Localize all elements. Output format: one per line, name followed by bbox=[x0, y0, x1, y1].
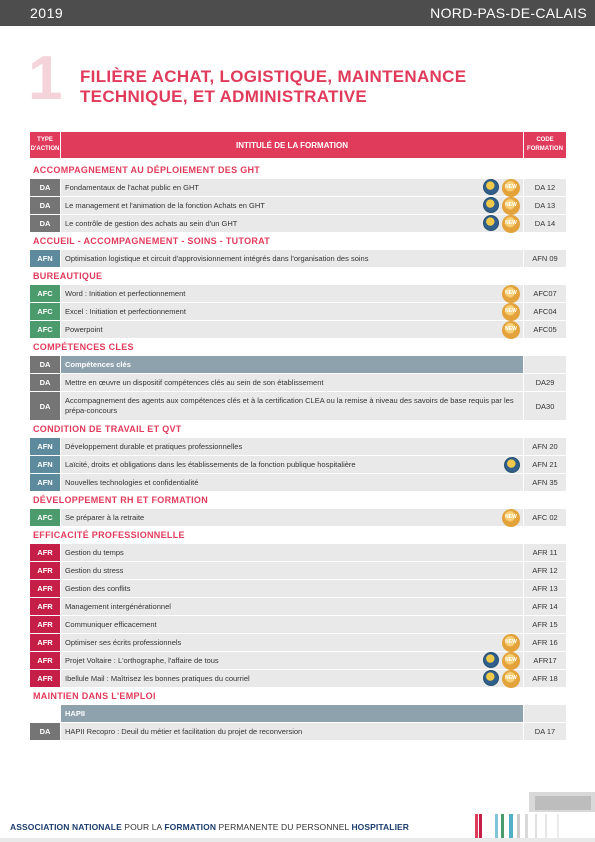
training-title-cell bbox=[61, 544, 523, 561]
training-title: Gestion du stress bbox=[65, 565, 124, 575]
action-type-cell: AFR bbox=[30, 670, 60, 687]
anfh-logo bbox=[475, 788, 595, 842]
table-row bbox=[30, 179, 566, 196]
training-code-cell: DA 13 bbox=[524, 197, 566, 214]
blue-seal-icon bbox=[483, 652, 499, 668]
training-title-cell bbox=[61, 303, 523, 320]
training-title-cell bbox=[61, 321, 523, 338]
training-title-cell bbox=[61, 670, 523, 687]
training-title: Gestion des conflits bbox=[65, 583, 131, 593]
training-title-cell bbox=[61, 616, 523, 633]
section-title: MAINTIEN DANS L'EMPLOI bbox=[33, 691, 156, 701]
training-title-cell bbox=[61, 456, 523, 473]
table-row bbox=[30, 652, 566, 669]
training-title-cell bbox=[61, 705, 523, 722]
action-type-cell bbox=[30, 705, 60, 722]
training-title-cell bbox=[61, 474, 523, 491]
training-code-cell bbox=[524, 356, 566, 373]
training-code-cell: DA29 bbox=[524, 374, 566, 391]
new-badge-icon: NEW bbox=[502, 634, 520, 652]
training-code-cell: AFC05 bbox=[524, 321, 566, 338]
badges bbox=[502, 321, 520, 339]
training-code-cell: AFR 16 bbox=[524, 634, 566, 651]
table-row bbox=[30, 634, 566, 651]
section-title: EFFICACITÉ PROFESSIONNELLE bbox=[33, 530, 185, 540]
training-title: Word : Initiation et perfectionnement bbox=[65, 288, 186, 298]
action-type-cell: AFR bbox=[30, 652, 60, 669]
training-title-cell bbox=[61, 509, 523, 526]
training-title-cell bbox=[61, 562, 523, 579]
training-title: Management intergénérationnel bbox=[65, 601, 171, 611]
training-title-cell bbox=[61, 438, 523, 455]
training-code-cell: AFR17 bbox=[524, 652, 566, 669]
action-type-cell: AFC bbox=[30, 509, 60, 526]
action-type-cell: DA bbox=[30, 392, 60, 420]
action-type-cell: AFR bbox=[30, 580, 60, 597]
training-code-cell: AFN 21 bbox=[524, 456, 566, 473]
action-type-cell: DA bbox=[30, 197, 60, 214]
action-type-cell: DA bbox=[30, 215, 60, 232]
training-code-cell: AFC 02 bbox=[524, 509, 566, 526]
training-title: Mettre en œuvre un dispositif compétences clés au sein de son établissement bbox=[65, 377, 324, 387]
training-code-cell: AFR 13 bbox=[524, 580, 566, 597]
action-type-cell: AFR bbox=[30, 544, 60, 561]
table-row bbox=[30, 285, 566, 302]
badges bbox=[502, 634, 520, 652]
section-title: COMPÉTENCES CLES bbox=[33, 342, 134, 352]
badges bbox=[502, 285, 520, 303]
badges bbox=[483, 197, 520, 215]
action-type-cell: AFN bbox=[30, 474, 60, 491]
training-code-cell: AFN 20 bbox=[524, 438, 566, 455]
training-title: Fondamentaux de l'achat public en GHT bbox=[65, 182, 200, 192]
table-row bbox=[30, 392, 566, 420]
footer-line bbox=[0, 838, 595, 842]
training-title-cell bbox=[61, 580, 523, 597]
training-title: Accompagnement des agents aux compétences clés et à la certification CLEA ou la remise à niveau des savoirs de base requis par les prépa-concours bbox=[65, 396, 514, 415]
training-title: Développement durable et pratiques professionnelles bbox=[65, 441, 243, 451]
new-badge-icon: NEW bbox=[502, 509, 520, 527]
training-title-cell bbox=[61, 215, 523, 232]
training-title-cell bbox=[61, 634, 523, 651]
training-title: Nouvelles technologies et confidentialité bbox=[65, 477, 199, 487]
section-title: DÉVELOPPEMENT RH ET FORMATION bbox=[33, 495, 209, 505]
training-code-cell bbox=[524, 705, 566, 722]
blue-seal-icon bbox=[483, 179, 499, 195]
action-type-cell: DA bbox=[30, 374, 60, 391]
training-title-cell bbox=[61, 392, 523, 420]
training-code-cell: AFR 14 bbox=[524, 598, 566, 615]
subsection-row bbox=[30, 705, 566, 722]
new-badge-icon: NEW bbox=[502, 670, 520, 688]
footer-association: ASSOCIATION NATIONALE POUR LA FORMATION PERMANENTE DU PERSONNEL HOSPITALIER bbox=[10, 822, 410, 832]
action-type-cell: AFN bbox=[30, 456, 60, 473]
action-type-cell: DA bbox=[30, 723, 60, 740]
training-table bbox=[30, 161, 566, 740]
training-title: Optimiser ses écrits professionnels bbox=[65, 637, 182, 647]
table-row bbox=[30, 197, 566, 214]
training-title-cell bbox=[61, 250, 523, 267]
training-title: Laïcité, droits et obligations dans les établissements de la fonction publique hospitalière bbox=[65, 459, 356, 469]
page-title-line1: FILIÈRE ACHAT, LOGISTIQUE, MAINTENANCE bbox=[80, 67, 467, 86]
training-code-cell: AFC04 bbox=[524, 303, 566, 320]
new-badge-icon: NEW bbox=[502, 652, 520, 670]
training-title: Optimisation logistique et circuit d'approvisionnement intégrés dans l'organisation des soins bbox=[65, 253, 369, 263]
table-row bbox=[30, 456, 566, 473]
training-title: Le contrôle de gestion des achats au sein d'un GHT bbox=[65, 218, 238, 228]
action-type-cell: AFR bbox=[30, 634, 60, 651]
training-code-cell: AFR 12 bbox=[524, 562, 566, 579]
action-type-cell: AFR bbox=[30, 616, 60, 633]
table-row bbox=[30, 616, 566, 633]
training-title-cell bbox=[61, 374, 523, 391]
training-title-cell bbox=[61, 179, 523, 196]
top-bar bbox=[0, 0, 595, 26]
table-row bbox=[30, 438, 566, 455]
header-type: TYPE D'ACTION bbox=[30, 132, 60, 158]
training-title: HAPII Recopro : Deuil du métier et facilitation du projet de reconversion bbox=[65, 726, 303, 736]
training-code-cell: AFR 18 bbox=[524, 670, 566, 687]
table-row bbox=[30, 670, 566, 687]
training-title: Powerpoint bbox=[65, 324, 103, 334]
action-type-cell: AFC bbox=[30, 303, 60, 320]
table-row bbox=[30, 321, 566, 338]
training-title: Compétences clés bbox=[65, 359, 131, 369]
action-type-cell: AFR bbox=[30, 598, 60, 615]
table-row bbox=[30, 598, 566, 615]
new-badge-icon: NEW bbox=[502, 197, 520, 215]
training-title: Projet Voltaire : L'orthographe, l'affaire de tous bbox=[65, 655, 219, 665]
section-title: BUREAUTIQUE bbox=[33, 271, 103, 281]
action-type-cell: AFN bbox=[30, 438, 60, 455]
training-title-cell bbox=[61, 652, 523, 669]
badges bbox=[502, 303, 520, 321]
training-title: Gestion du temps bbox=[65, 547, 124, 557]
training-title: Ibellule Mail : Maîtrisez les bonnes pratiques du courriel bbox=[65, 673, 250, 683]
table-row bbox=[30, 509, 566, 526]
badges bbox=[483, 652, 520, 670]
training-code-cell: AFN 35 bbox=[524, 474, 566, 491]
section-title: ACCUEIL - ACCOMPAGNEMENT - SOINS - TUTORAT bbox=[33, 236, 271, 246]
new-badge-icon: NEW bbox=[502, 179, 520, 197]
badges bbox=[483, 670, 520, 688]
training-code-cell: AFN 09 bbox=[524, 250, 566, 267]
table-row bbox=[30, 580, 566, 597]
training-title: Se préparer à la retraite bbox=[65, 512, 145, 522]
action-type-cell: AFR bbox=[30, 562, 60, 579]
training-title: HAPII bbox=[65, 708, 86, 718]
training-code-cell: DA 17 bbox=[524, 723, 566, 740]
chapter-number: 1 bbox=[28, 44, 63, 113]
page-title bbox=[80, 67, 466, 107]
training-title: Communiquer efficacement bbox=[65, 619, 157, 629]
header-code: CODE FORMATION bbox=[524, 132, 566, 158]
training-code-cell: DA30 bbox=[524, 392, 566, 420]
badges bbox=[504, 457, 520, 473]
table-row bbox=[30, 215, 566, 232]
training-title: Excel : Initiation et perfectionnement bbox=[65, 306, 186, 316]
year-label: 2019 bbox=[30, 5, 64, 21]
action-type-cell: DA bbox=[30, 356, 60, 373]
page-title-line2: TECHNIQUE, ET ADMINISTRATIVE bbox=[80, 87, 368, 106]
section-title: CONDITION DE TRAVAIL ET QVT bbox=[33, 424, 182, 434]
badges bbox=[502, 509, 520, 527]
blue-seal-icon bbox=[483, 197, 499, 213]
table-row bbox=[30, 562, 566, 579]
table-row bbox=[30, 374, 566, 391]
table-header bbox=[30, 132, 566, 158]
action-type-cell: AFC bbox=[30, 285, 60, 302]
table-row bbox=[30, 474, 566, 491]
training-title-cell bbox=[61, 723, 523, 740]
action-type-cell: DA bbox=[30, 179, 60, 196]
table-row bbox=[30, 544, 566, 561]
action-type-cell: AFN bbox=[30, 250, 60, 267]
badges bbox=[483, 179, 520, 197]
training-title: Le management et l'animation de la fonction Achats en GHT bbox=[65, 200, 265, 210]
new-badge-icon: NEW bbox=[502, 215, 520, 233]
new-badge-icon: NEW bbox=[502, 285, 520, 303]
new-badge-icon: NEW bbox=[502, 303, 520, 321]
table-row bbox=[30, 303, 566, 320]
training-code-cell: AFR 11 bbox=[524, 544, 566, 561]
training-code-cell: AFC07 bbox=[524, 285, 566, 302]
training-code-cell: DA 12 bbox=[524, 179, 566, 196]
blue-seal-icon bbox=[483, 670, 499, 686]
training-title-cell bbox=[61, 356, 523, 373]
blue-seal-icon bbox=[483, 215, 499, 231]
training-title-cell bbox=[61, 285, 523, 302]
table-row bbox=[30, 723, 566, 740]
header-title: INTITULÉ DE LA FORMATION bbox=[61, 132, 523, 158]
new-badge-icon: NEW bbox=[502, 321, 520, 339]
blue-seal-icon bbox=[504, 457, 520, 473]
badges bbox=[483, 215, 520, 233]
table-row bbox=[30, 250, 566, 267]
section-title: ACCOMPAGNEMENT AU DÉPLOIEMENT DES GHT bbox=[33, 165, 261, 175]
training-code-cell: DA 14 bbox=[524, 215, 566, 232]
training-title-cell bbox=[61, 197, 523, 214]
training-code-cell: AFR 15 bbox=[524, 616, 566, 633]
training-title-cell bbox=[61, 598, 523, 615]
region-label: NORD-PAS-DE-CALAIS bbox=[430, 5, 587, 21]
action-type-cell: AFC bbox=[30, 321, 60, 338]
subsection-row bbox=[30, 356, 566, 373]
